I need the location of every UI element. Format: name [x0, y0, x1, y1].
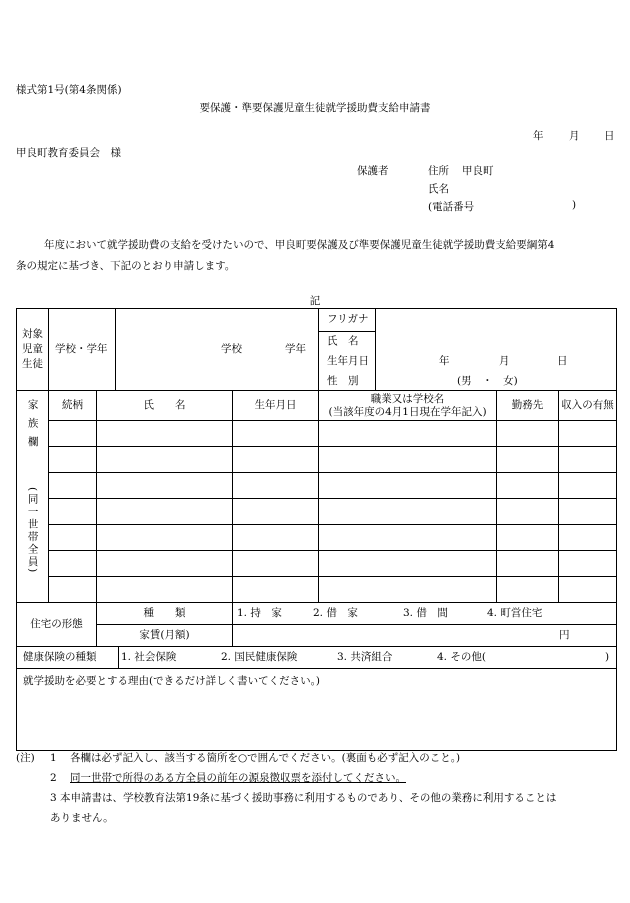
- rent-cell[interactable]: [233, 625, 617, 647]
- date-day: 日: [604, 130, 615, 142]
- gender-options[interactable]: (男 ・ 女): [457, 375, 518, 387]
- inner-divider: [115, 309, 116, 391]
- housing-option-2[interactable]: 2. 借 家: [313, 607, 358, 619]
- reason-row[interactable]: [17, 669, 617, 751]
- phone-label: (電話番号: [428, 201, 475, 213]
- insurance-option-1[interactable]: 1. 社会保険: [121, 651, 177, 663]
- student-info-cell[interactable]: [319, 309, 617, 391]
- family-birth-header: 生年月日: [233, 391, 319, 421]
- housing-option-4[interactable]: 4. 町営住宅: [487, 607, 543, 619]
- occupation-header: [319, 391, 497, 421]
- family-header-row: [17, 391, 617, 421]
- family-side-label: [17, 391, 49, 603]
- housing-option-3[interactable]: 3. 借 間: [403, 607, 448, 619]
- target-student-header: 対象児童生徒: [17, 309, 49, 391]
- note-2: 同一世帯で所得のある方全員の前年の源泉徴収票を添付してください。: [70, 772, 406, 784]
- school-grade-cell[interactable]: [49, 309, 319, 391]
- birth-day: 日: [557, 355, 568, 367]
- housing-option-1[interactable]: 1. 持 家: [237, 607, 282, 619]
- rent-label: 家賃(月額): [97, 625, 233, 647]
- label-divider: [375, 309, 376, 391]
- phone-close: ): [572, 199, 577, 211]
- student-gender-label: 性 別: [327, 375, 359, 387]
- rent-row: [17, 625, 617, 647]
- insurance-option-3[interactable]: 3. 共済組合: [337, 651, 393, 663]
- family-name-header: 氏 名: [97, 391, 233, 421]
- insurance-cell[interactable]: [17, 647, 617, 669]
- note-1-number: 1: [50, 752, 57, 764]
- workplace-header: 勤務先: [497, 391, 559, 421]
- note-3-line-2: ありません。: [50, 812, 114, 824]
- birth-year: 年: [439, 355, 450, 367]
- family-row[interactable]: [17, 577, 617, 603]
- housing-type-row: [17, 603, 617, 625]
- family-row[interactable]: [17, 473, 617, 499]
- student-birth-label: 生年月日: [327, 355, 370, 367]
- form-number: 様式第1号(第4条関係): [16, 84, 122, 96]
- insurance-close: ): [605, 651, 610, 663]
- relation-header: 続柄: [49, 391, 97, 421]
- insurance-option-2[interactable]: 2. 国民健康保険: [221, 651, 298, 663]
- addressee: 甲良町教育委員会 様: [16, 147, 121, 159]
- student-name-label: 氏 名: [327, 335, 359, 347]
- family-row[interactable]: [17, 421, 617, 447]
- insurance-row: [17, 647, 617, 669]
- address-value[interactable]: 甲良町: [462, 165, 494, 177]
- note-3-line-1: 3 本申請書は、学校教育法第19条に基づく援助事務に利用するものであり、その他の業務に利用することは: [50, 792, 557, 804]
- guardian-label: 保護者: [357, 165, 389, 177]
- furigana-label: フリガナ: [327, 313, 369, 325]
- insurance-label: 健康保険の種類: [23, 651, 97, 663]
- note-3: [16, 788, 616, 828]
- date-month: 月: [569, 130, 580, 142]
- student-row: [17, 309, 617, 391]
- housing-type-label: 種 類: [97, 603, 233, 625]
- insurance-divider: [118, 646, 119, 669]
- income-header: 収入の有無: [559, 391, 617, 421]
- school-label: 学校: [221, 343, 242, 355]
- family-label: 家族欄: [26, 399, 39, 455]
- grade-label: 学年: [285, 343, 306, 355]
- name-label: 氏名: [428, 183, 449, 195]
- birth-month: 月: [499, 355, 510, 367]
- intro-paragraph: [16, 235, 616, 277]
- family-row[interactable]: [17, 447, 617, 473]
- rent-unit: 円: [559, 629, 570, 641]
- intro-line-2: 条の規定に基づき、下記のとおり申請します。: [16, 260, 236, 272]
- note-2-number: 2: [50, 772, 57, 784]
- notes-prefix: (注): [16, 752, 35, 764]
- reason-label: 就学援助を必要とする理由(できるだけ詳しく書いてください。): [23, 675, 320, 687]
- housing-options-cell[interactable]: [233, 603, 617, 625]
- family-row[interactable]: [17, 499, 617, 525]
- school-grade-label: 学校・学年: [55, 343, 108, 355]
- occupation-header-1: 職業又は学校名: [370, 392, 445, 405]
- reason-cell[interactable]: [17, 669, 617, 751]
- date-year: 年: [533, 130, 544, 142]
- family-row[interactable]: [17, 551, 617, 577]
- family-paren-label: (同一世帯全員): [26, 487, 39, 575]
- furigana-line: [319, 331, 375, 332]
- address-label: 住所: [428, 165, 449, 177]
- form-title: 要保護・準要保護児童生徒就学援助費支給申請書: [199, 102, 431, 114]
- housing-label: 住宅の形態: [17, 603, 97, 647]
- ki-label: 記: [309, 295, 321, 307]
- insurance-option-4[interactable]: 4. その他(: [437, 651, 486, 663]
- family-row[interactable]: [17, 525, 617, 551]
- intro-line-1: 年度において就学援助費の支給を受けたいので、甲良町要保護及び準要保護児童生徒就学援助費支給要綱第4: [44, 239, 555, 251]
- application-table: [16, 308, 617, 751]
- occupation-header-2: (当該年度の4月1日現在学年記入): [328, 405, 487, 418]
- notes-section: [16, 748, 616, 828]
- note-1: 各欄は必ず記入し、該当する箇所を○で囲んでください。(裏面も必ず記入のこと。): [70, 752, 461, 764]
